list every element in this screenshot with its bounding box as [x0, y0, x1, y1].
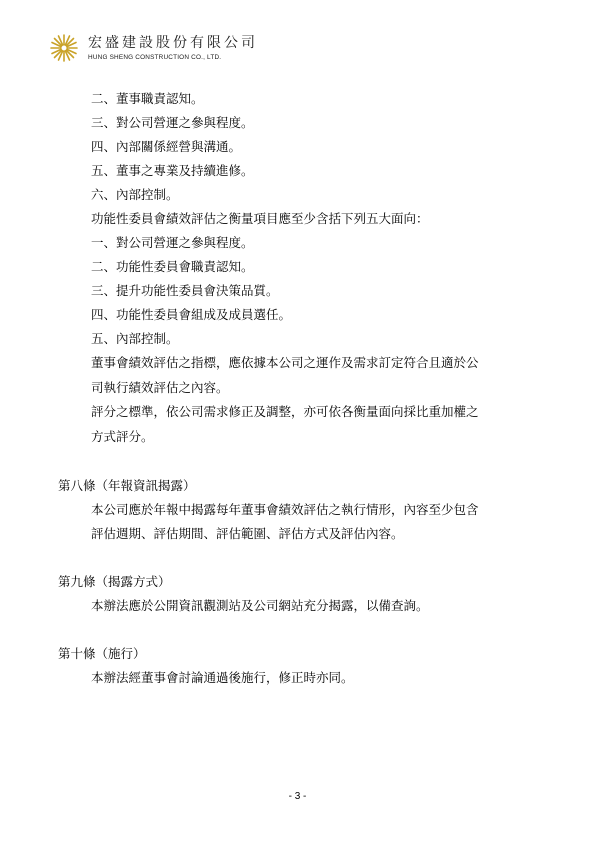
article-9-line: 本辦法應於公開資訊觀測站及公司網站充分揭露，以備查詢。 — [91, 598, 429, 613]
body-line: 五、內部控制。 — [91, 331, 179, 346]
body-line: 四、內部關係經營與溝通。 — [91, 139, 242, 154]
body-line: 四、功能性委員會組成及成員選任。 — [91, 307, 292, 322]
article-8-heading: 第八條（年報資訊揭露） — [58, 478, 196, 493]
body-line: 一、對公司營運之參與程度。 — [91, 235, 254, 250]
body-line: 功能性委員會績效評估之衡量項目應至少含括下列五大面向： — [91, 211, 429, 226]
body-line: 六、內部控制。 — [91, 187, 179, 202]
article-8-line: 本公司應於年報中揭露每年董事會績效評估之執行情形，內容至少包含 — [91, 502, 479, 517]
body-line: 三、對公司營運之參與程度。 — [91, 115, 254, 130]
company-name-english: HUNG SHENG CONSTRUCTION CO., LTD. — [88, 54, 222, 61]
body-line: 二、董事職責認知。 — [91, 91, 204, 106]
company-name: 宏盛建設股份有限公司 — [88, 35, 258, 51]
article-10-line: 本辦法經董事會討論通過後施行，修正時亦同。 — [91, 670, 354, 685]
sunburst-logo-icon — [48, 32, 80, 64]
body-line: 三、提升功能性委員會決策品質。 — [91, 283, 279, 298]
article-9-heading: 第九條（揭露方式） — [58, 574, 171, 589]
body-line: 方式評分。 — [91, 429, 154, 444]
body-line: 董事會績效評估之指標，應依據本公司之運作及需求訂定符合且適於公 — [91, 355, 479, 370]
body-line: 司執行績效評估之內容。 — [91, 380, 229, 395]
body-line: 五、董事之專業及持續進修。 — [91, 163, 254, 178]
body-line: 二、功能性委員會職責認知。 — [91, 259, 254, 274]
page-number: - 3 - — [288, 791, 307, 802]
body-line: 評分之標準，依公司需求修正及調整，亦可依各衡量面向採比重加權之 — [91, 404, 479, 419]
article-8-line: 評估週期、評估期間、評估範圍、評估方式及評估內容。 — [91, 526, 404, 541]
article-10-heading: 第十條（施行） — [58, 646, 146, 661]
